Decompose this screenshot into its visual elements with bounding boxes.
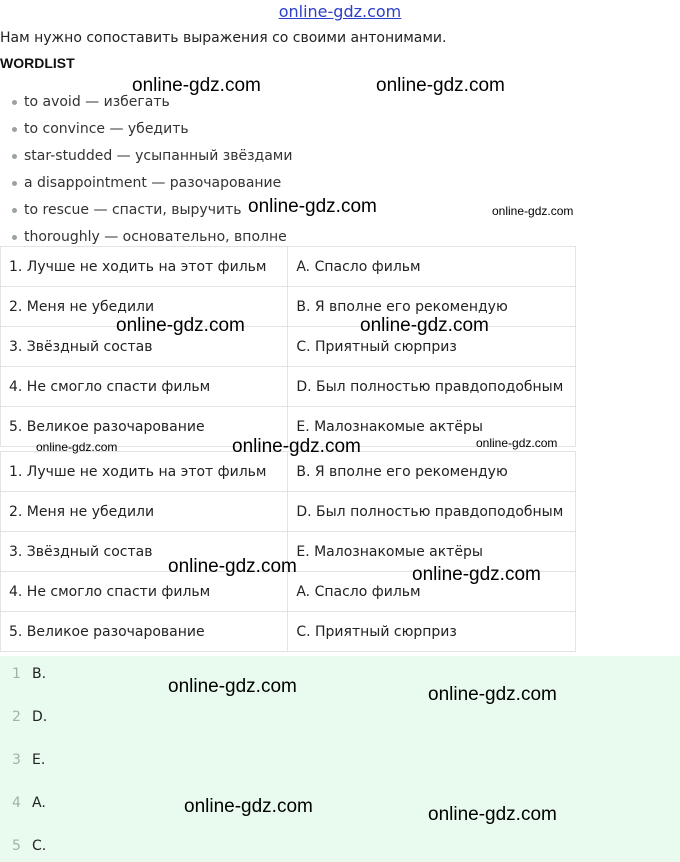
answer-value: E. [32,752,46,768]
watermark: online-gdz.com [168,556,297,577]
table-cell: 5. Великое разочарование [1,407,288,447]
table-row [1,367,576,407]
table-cell: D. Был полностью правдоподобным [288,492,576,532]
table-row [1,287,576,327]
table-cell: E. Малознакомые актёры [288,407,576,447]
answer-number: 3 [12,752,21,768]
wordlist-title: WORDLIST [0,55,75,71]
answer-value: C. [32,838,47,854]
watermark: online-gdz.com [184,796,313,817]
table-cell: 3. Звёздный состав [1,532,288,572]
answer-value: D. [32,709,48,725]
watermark: online-gdz.com [360,315,489,336]
table-cell: 5. Великое разочарование [1,612,288,652]
wordlist-item: to convince — убедить [12,118,292,145]
wordlist-item: to avoid — избегать [12,91,292,118]
table-cell: B. Я вполне его рекомендую [288,452,576,492]
answer-row [0,662,680,686]
watermark: online-gdz.com [428,804,557,825]
intro-text: Нам нужно сопоставить выражения со своими антонимами. [0,30,447,46]
watermark: online-gdz.com [168,676,297,697]
table-cell: 1. Лучше не ходить на этот фильм [1,452,288,492]
table-cell: B. Я вполне его рекомендую [288,287,576,327]
answer-value: A. [32,795,46,811]
wordlist [12,91,292,253]
table-cell: E. Малознакомые актёры [288,532,576,572]
table-cell: 2. Меня не убедили [1,287,288,327]
table-cell: 1. Лучше не ходить на этот фильм [1,247,288,287]
watermark: online-gdz.com [476,436,558,450]
answer-row [0,791,680,815]
wordlist-item: star-studded — усыпанный звёздами [12,145,292,172]
table-cell: A. Спасло фильм [288,572,576,612]
table-cell: 3. Звёздный состав [1,327,288,367]
watermark: online-gdz.com [376,75,505,96]
wordlist-item: to rescue — спасти, выручить [12,199,292,226]
watermark: online-gdz.com [232,436,361,457]
table-cell: C. Приятный сюрприз [288,327,576,367]
table-cell: C. Приятный сюрприз [288,612,576,652]
answer-value: B. [32,666,47,682]
answer-number: 1 [12,666,21,682]
answer-number: 5 [12,838,21,854]
site-link[interactable]: online-gdz.com [278,2,402,21]
watermark: online-gdz.com [116,315,245,336]
bullet-icon [12,181,17,186]
answer-number: 4 [12,795,21,811]
table-row [1,612,576,652]
table-cell: 4. Не смогло спасти фильм [1,572,288,612]
table-row [1,327,576,367]
answers-panel [0,656,680,862]
watermark: online-gdz.com [248,196,377,217]
bullet-icon [12,208,17,213]
answer-number: 2 [12,709,21,725]
watermark: online-gdz.com [132,75,261,96]
wordlist-item: thoroughly — основательно, вполне [12,226,292,253]
table-row [1,492,576,532]
bullet-icon [12,100,17,105]
bullet-icon [12,154,17,159]
watermark: online-gdz.com [428,684,557,705]
bullet-icon [12,127,17,132]
watermark: online-gdz.com [492,204,574,218]
table-row [1,247,576,287]
table-cell: A. Спасло фильм [288,247,576,287]
table-cell: D. Был полностью правдоподобным [288,367,576,407]
wordlist-item: a disappointment — разочарование [12,172,292,199]
table-cell: 4. Не смогло спасти фильм [1,367,288,407]
answer-row [0,748,680,772]
table-cell: 2. Меня не убедили [1,492,288,532]
watermark: online-gdz.com [36,440,118,454]
answer-row [0,705,680,729]
answer-row [0,834,680,858]
watermark: online-gdz.com [412,564,541,585]
answer-table [0,451,576,652]
bullet-icon [12,235,17,240]
task-table [0,246,576,447]
